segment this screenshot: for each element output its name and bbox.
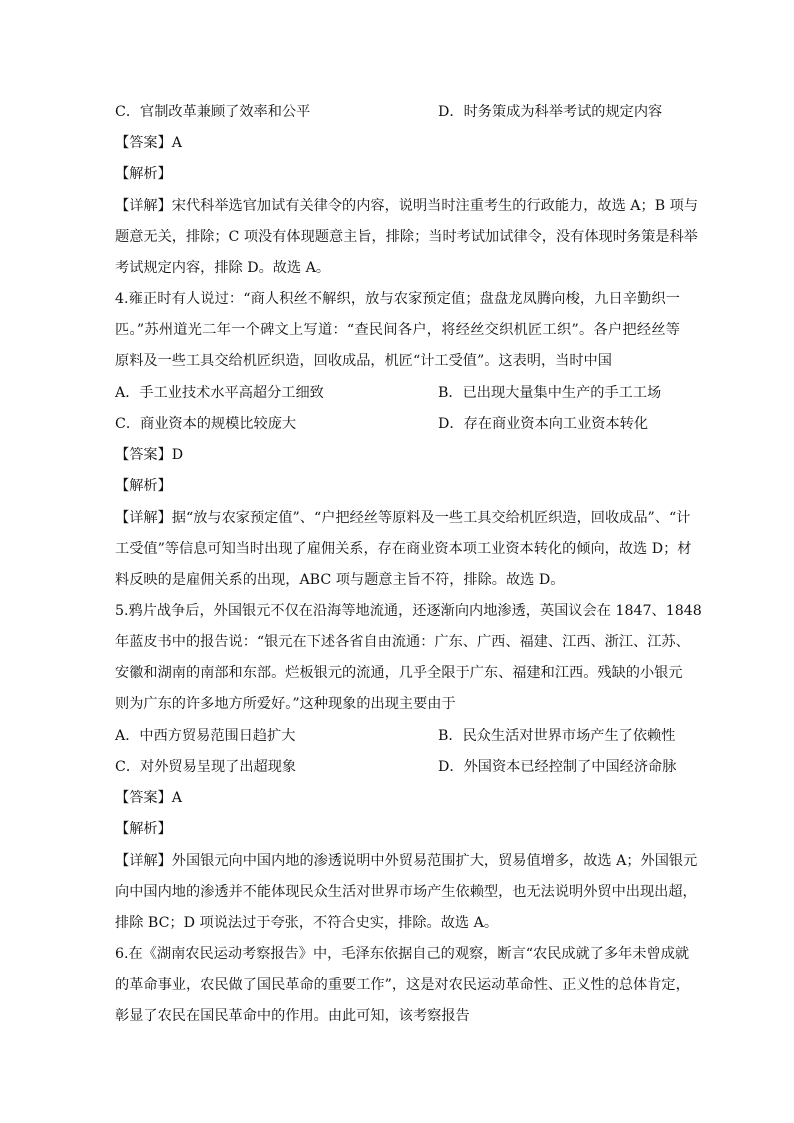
- q3-option-c: C．官制改革兼顾了效率和公平: [115, 104, 311, 120]
- q6-stem-line-3: 彰显了农民在国民革命中的作用。由此可知，该考察报告: [115, 1008, 470, 1024]
- q4-detail-line-1: 【详解】据“放与农家预定值”、“户把经丝等原料及一些工具交给机匠织造，回收成品”、“计: [115, 510, 691, 526]
- q6-stem-line-1: 6.在《湖南农民运动考察报告》中，毛泽东依据自己的观察，断言“农民成就了多年未曾成就: [115, 946, 690, 962]
- q4-detail-line-3: 料反映的是雇佣关系的出现，ABC 项与题意主旨不符，排除。故选 D。: [115, 572, 565, 588]
- q5-answer: 【答案】A: [115, 790, 182, 806]
- q5-detail-line-2: 向中国内地的渗透并不能体现民众生活对世界市场产生依赖型，也无法说明外贸中出现出超，: [115, 884, 697, 900]
- q4-analysis-label: 【解析】: [115, 478, 172, 494]
- q4-detail-line-2: 工受值”等信息可知当时出现了雇佣关系，存在商业资本项工业资本转化的倾向，故选 D；材: [115, 541, 692, 557]
- q3-option-d: D．时务策成为科举考试的规定内容: [438, 104, 663, 120]
- q4-option-a: A．手工业技术水平高超分工细致: [115, 385, 324, 401]
- q3-detail-line-2: 题意无关，排除；C 项没有体现题意主旨，排除；当时考试加试律令，没有体现时务策是科举: [115, 229, 698, 245]
- q4-stem-line-2: 匹。”苏州道光二年一个碑文上写道：“查民间各户，将经丝交织机匠工织”。各户把经丝等: [115, 322, 680, 338]
- q3-analysis-label: 【解析】: [115, 166, 172, 182]
- q5-stem-line-2: 年蓝皮书中的报告说：“银元在下述各省自由流通：广东、广西、福建、江西、浙江、江苏、: [115, 634, 690, 650]
- q5-detail-line-3: 排除 BC；D 项说法过于夸张，不符合史实，排除。故选 A。: [115, 915, 499, 931]
- q4-option-b: B．已出现大量集中生产的手工工场: [438, 385, 662, 401]
- q4-stem-line-1: 4.雍正时有人说过：“商人积丝不解织，放与农家预定值；盘盘龙凤腾向梭，九日辛勤织一: [115, 291, 680, 307]
- q5-stem-line-4: 则为广东的许多地方所爱好。”这种现象的出现主要由于: [115, 696, 456, 712]
- q5-option-a: A．中西方贸易范围日趋扩大: [115, 728, 296, 744]
- q5-stem-line-1: 5.鸦片战争后，外国银元不仅在沿海等地流通，还逐渐向内地渗透，英国议会在 1847、1848: [115, 603, 702, 619]
- q3-detail-line-1: 【详解】宋代科举选官加试有关律令的内容，说明当时注重考生的行政能力，故选 A；B 项与: [115, 198, 699, 214]
- q4-answer: 【答案】D: [115, 447, 184, 463]
- q5-option-c: C．对外贸易呈现了出超现象: [115, 759, 297, 775]
- q6-stem-line-2: 的革命事业，农民做了国民革命的重要工作”，这是对农民运动革命性、正义性的总体肯定，: [115, 977, 690, 993]
- q4-option-c: C．商业资本的规模比较庞大: [115, 416, 297, 432]
- q3-answer: 【答案】A: [115, 135, 182, 151]
- q5-stem-line-3: 安徽和湖南的南部和东部。烂板银元的流通，几乎全限于广东、福建和江西。残缺的小银元: [115, 665, 683, 681]
- q5-option-d: D．外国资本已经控制了中国经济命脉: [438, 759, 677, 775]
- q5-detail-line-1: 【详解】外国银元向中国内地的渗透说明中外贸易范围扩大，贸易值增多，故选 A；外国银元: [115, 853, 698, 869]
- q5-analysis-label: 【解析】: [115, 821, 172, 837]
- q4-option-d: D．存在商业资本向工业资本转化: [438, 416, 649, 432]
- q3-detail-line-3: 考试规定内容，排除 D。故选 A。: [115, 260, 331, 276]
- q5-option-b: B．民众生活对世界市场产生了依赖性: [438, 728, 676, 744]
- q4-stem-line-3: 原料及一些工具交给机匠织造，回收成品，机匠“计工受值”。这表明，当时中国: [115, 353, 612, 369]
